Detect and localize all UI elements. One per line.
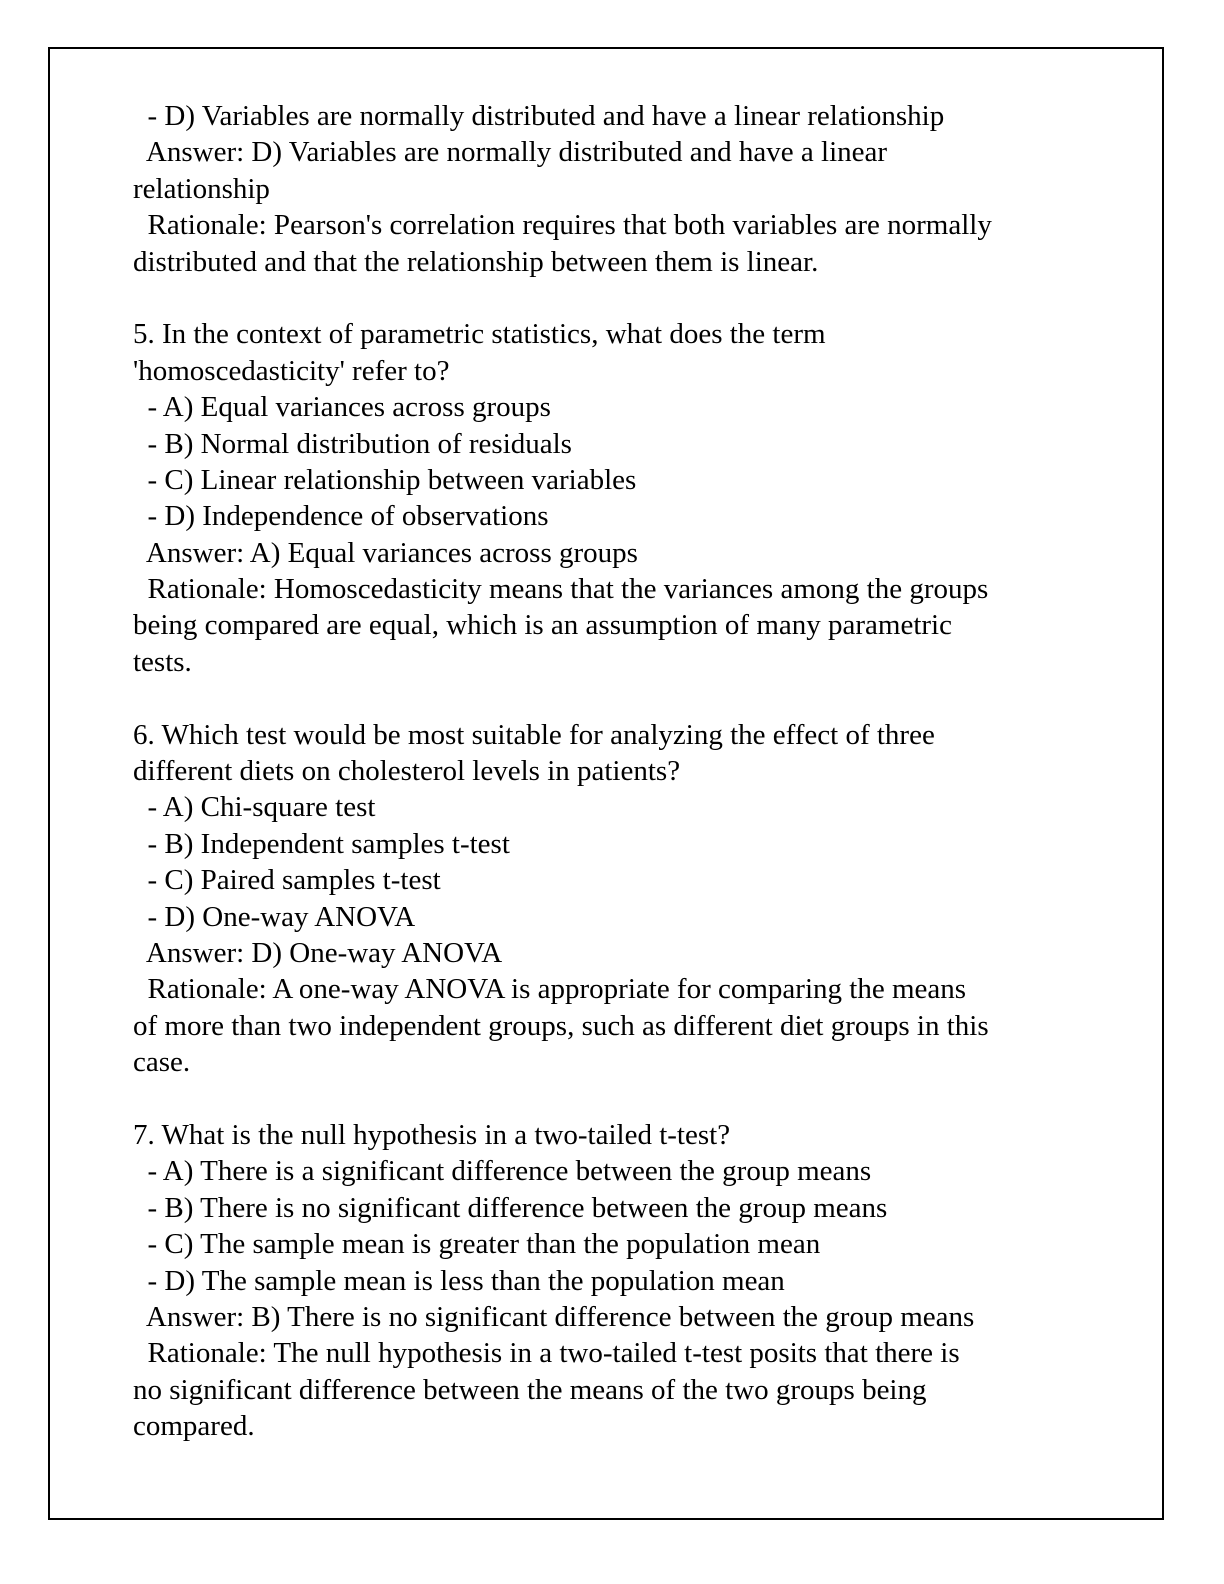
question-text-cont: different diets on cholesterol levels in patients? [133,755,681,788]
rationale-line-cont: case. [133,1046,191,1079]
option-b: - B) Normal distribution of residuals [133,427,572,460]
question-5 [133,316,1093,680]
document-body [133,98,1093,1444]
option-c: - C) Linear relationship between variables [133,463,637,496]
spacer [133,1081,1093,1117]
option-b: - B) Independent samples t-test [133,827,510,860]
question-6 [133,717,1093,1081]
option-d: - D) The sample mean is less than the population mean [133,1264,785,1297]
rationale-line-cont: tests. [133,645,192,678]
rationale-line-cont: being compared are equal, which is an assumption of many parametric [133,609,952,642]
option-a: - A) There is a significant difference between the group means [133,1155,872,1188]
rationale-line-cont: compared. [133,1410,255,1443]
question-4-tail [133,98,1093,280]
answer-line: Answer: A) Equal variances across groups [133,536,638,569]
question-text: 7. What is the null hypothesis in a two-tailed t-test? [133,1118,731,1151]
option-a: - A) Chi-square test [133,791,376,824]
option-b: - B) There is no significant difference between the group means [133,1191,888,1224]
option-c: - C) Paired samples t-test [133,864,441,897]
question-7 [133,1117,1093,1445]
rationale-line: Rationale: A one-way ANOVA is appropriate for comparing the means [133,973,967,1006]
answer-line-cont: relationship [133,172,270,205]
rationale-line: Rationale: The null hypothesis in a two-tailed t-test posits that there is [133,1337,960,1370]
spacer [133,680,1093,716]
option-d: - D) Independence of observations [133,500,549,533]
option-a: - A) Equal variances across groups [133,391,551,424]
option-d: - D) Variables are normally distributed and have a linear relationship [133,100,945,132]
option-d: - D) One-way ANOVA [133,900,416,933]
rationale-line: Rationale: Pearson's correlation requires that both variables are normally [133,209,992,242]
spacer [133,280,1093,316]
question-text: 5. In the context of parametric statistics, what does the term [133,318,826,351]
rationale-line-cont: of more than two independent groups, such as different diet groups in this [133,1009,989,1042]
rationale-line-cont: distributed and that the relationship between them is linear. [133,245,819,278]
option-c: - C) The sample mean is greater than the population mean [133,1228,821,1261]
answer-line: Answer: B) There is no significant difference between the group means [133,1300,975,1333]
answer-line: Answer: D) One-way ANOVA [133,936,503,969]
question-text-cont: 'homoscedasticity' refer to? [133,354,450,387]
question-text: 6. Which test would be most suitable for analyzing the effect of three [133,718,935,751]
rationale-line-cont: no significant difference between the means of the two groups being [133,1373,927,1406]
answer-line: Answer: D) Variables are normally distributed and have a linear [133,136,888,169]
rationale-line: Rationale: Homoscedasticity means that the variances among the groups [133,573,989,606]
